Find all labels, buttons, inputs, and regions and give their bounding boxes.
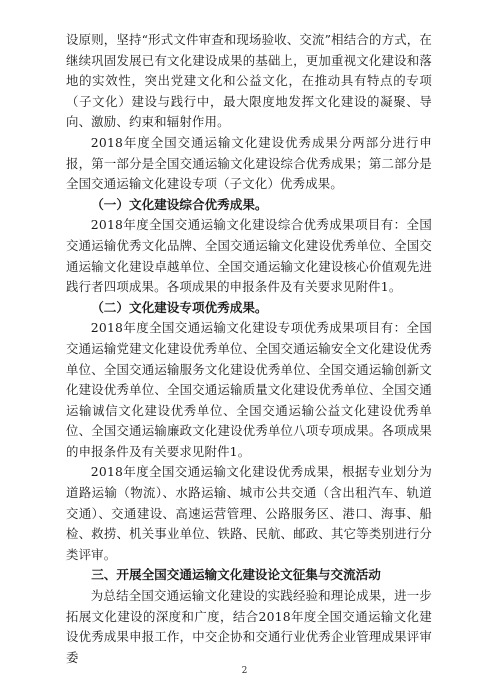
subheading-special: （二）文化建设专项优秀成果。 — [91, 299, 268, 315]
subheading-comprehensive: （一）文化建设综合优秀成果。 — [91, 196, 268, 212]
paragraph-essay-collection: 为总结全国交通运输文化建设的实践经验和理论成果，进一步拓展文化建设的深度和广度，结合2018年度全国交通运输文化建设优秀成果申报工作，中交企协和交通行业优秀企业管理成果评审委 — [66, 588, 432, 665]
document-body — [66, 30, 432, 668]
page-number: 2 — [241, 666, 248, 676]
paragraph-categories: 2018年度全国交通运输文化建设优秀成果，根据专业划分为道路运输（物流）、水路运输、城市公共交通（含出租汽车、轨道交通）、交通建设、高速运营管理、公路服务区、港口、海事、船检、救捞、机关事业单位、铁路、民航、邮政、其它等类别进行分类评审。 — [66, 464, 432, 562]
paragraph-two-parts: 2018年度全国交通运输文化建设优秀成果分两部分进行申报，第一部分是全国交通运输文化建设综合优秀成果；第二部分是全国交通运输文化建设专项（子文化）优秀成果。 — [66, 134, 432, 192]
paragraph-comprehensive-items: 2018年度全国交通运输文化建设综合优秀成果项目有：全国交通运输优秀文化品牌、全国交通运输文化建设优秀单位、全国交通运输文化建设卓越单位、全国交通运输文化建设核心价值观先进践行者四项成果。各项成果的申报条件及有关要求见附件1。 — [66, 217, 432, 295]
paragraph-special-items: 2018年度全国交通运输文化建设专项优秀成果项目有：全国交通运输党建文化建设优秀单位、全国交通运输安全文化建设优秀单位、全国交通运输服务文化建设优秀单位、全国交通运输创新文化建设优秀单位、全国交通运输质量文化建设优秀单位、全国交通运输诚信文化建设优秀单位、全国交通运输公益文化建设优秀单位、全国交通运输廉政文化建设优秀单位八项专项成果。各项成果的申报条件及有关要求见附件1。 — [66, 320, 432, 459]
paragraph-principles: 设原则，坚持“形式文件审查和现场验收、交流”相结合的方式，在继续巩固发展已有文化建设成果的基础上，更加重视文化建设和落地的实效性，突出党建文化和公益文化，在推动具有特点的专项（子文化）建设与践行中，最大限度地发挥文化建设的凝聚、导向、激励、约束和辐射作用。 — [66, 32, 432, 130]
section-heading-three: 三、开展全国交通运输文化建设论文征集与交流活动 — [91, 567, 381, 583]
